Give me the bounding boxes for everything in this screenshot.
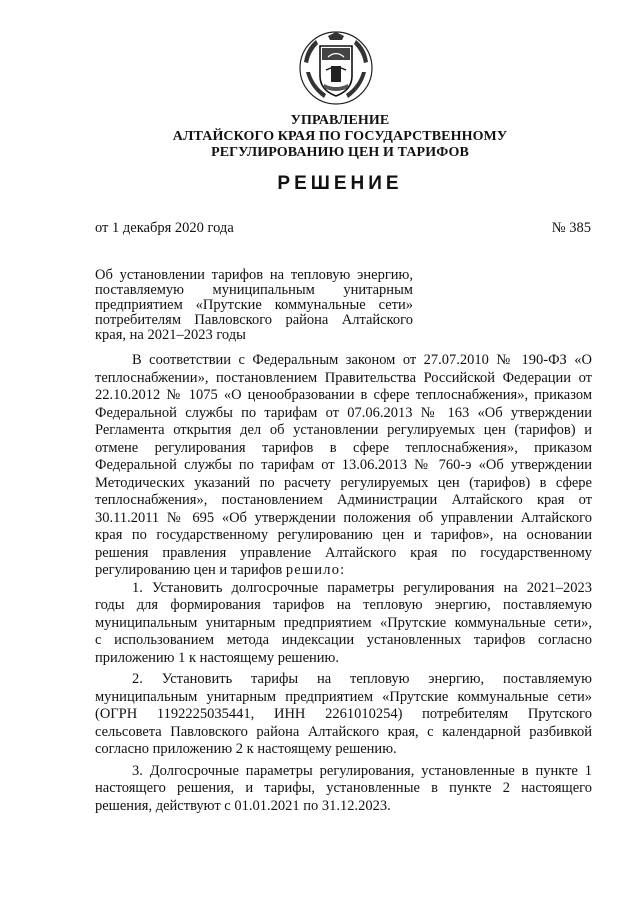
preamble-line: решения правления управление Алтайского края по государственному <box>95 544 592 561</box>
org-line-3: РЕГУЛИРОВАНИЮ ЦЕН И ТАРИФОВ <box>211 145 469 160</box>
org-line-1: УПРАВЛЕНИЕ <box>290 113 390 128</box>
item-2-line: согласно приложению 2 к настоящему решению. <box>95 741 397 757</box>
preamble-line: теплоснабжения», постановлением Администрации Алтайского края от <box>95 492 592 508</box>
decide-word: решило <box>285 562 341 578</box>
subject-block <box>95 268 413 343</box>
item-1-line: с использованием метода индексации установленных тарифов согласно <box>95 632 592 648</box>
item-1-line: муниципальным унитарным предприятием «Прутские коммунальные сети», <box>95 614 592 631</box>
preamble-line: 30.11.2011 № 695 «Об утверждении положения об управлении Алтайского <box>95 509 592 526</box>
subject-line: края, на 2021–2023 годы <box>95 327 246 343</box>
organization-name <box>60 113 620 161</box>
preamble-last-line <box>95 562 592 580</box>
item-2-line: (ОГРН 1192225035441, ИНН 2261010254) потребителям Прутского <box>95 706 592 722</box>
document-number: № 385 <box>551 220 591 236</box>
org-line-2: АЛТАЙСКОГО КРАЯ ПО ГОСУДАРСТВЕННОМУ <box>172 129 508 144</box>
item-2-line: 2. Установить тарифы на тепловую энергию, поставляемую <box>132 671 592 687</box>
document-body <box>95 352 592 815</box>
decide-suffix: : <box>340 562 345 578</box>
item-1-line: приложению 1 к настоящему решению. <box>95 649 340 666</box>
preamble-line: 22.10.2012 № 1075 «О ценообразовании в сфере теплоснабжения», приказом <box>95 387 592 403</box>
item-1-line: 1. Установить долгосрочные параметры регулирования на 2021–2023 <box>132 579 592 596</box>
preamble-line: теплоснабжении», постановлением Правительства Российской Федерации от <box>95 369 592 386</box>
document-date: от 1 декабря 2020 года <box>95 220 234 236</box>
preamble-line: Регламента открытия дел об установлении регулируемых цен (тарифов) и <box>95 422 592 438</box>
item-2-line: сельсовета Павловского района Алтайского края, с календарной разбивкой <box>95 723 592 740</box>
preamble-line: В соответствии с Федеральным законом от 27.07.2010 № 190-ФЗ «О <box>132 352 592 368</box>
preamble-line: Федеральной службы по тарифам от 13.06.2013 № 760-э «Об утверждении <box>95 457 592 473</box>
subject-line: поставляемую муниципальным унитарным <box>95 282 413 298</box>
preamble-line: края по государственному регулированию цен и тарифов», на основании <box>95 527 592 543</box>
coat-of-arms-emblem <box>298 30 374 106</box>
document-type-title: РЕШЕНИЕ <box>277 173 403 194</box>
subject-line: Об установлении тарифов на тепловую энергию, <box>95 267 413 283</box>
item-3-line: 3. Долгосрочные параметры регулирования, установленные в пункте 1 <box>132 762 592 779</box>
preamble-line: отмене регулирования тарифов в сфере теплоснабжения», приказом <box>95 439 592 456</box>
preamble-line: Методических указаний по расчету регулируемых цен (тарифов) в сфере <box>95 474 592 491</box>
item-3-line: решения, действуют с 01.01.2021 по 31.12.2023. <box>95 797 391 814</box>
item-3-line: настоящего решения, и тарифы, установленные в пункте 2 настоящего <box>95 780 592 796</box>
preamble-end: регулированию цен и тарифов <box>95 562 283 578</box>
item-1-line: годы для формирования тарифов на тепловую энергию, поставляемую <box>95 597 592 613</box>
item-2-line: муниципальным унитарным предприятием «Прутские коммунальные сети» <box>95 688 592 705</box>
preamble-line: Федеральной службы по тарифам от 07.06.2013 № 163 «Об утверждении <box>95 404 592 421</box>
subject-line: потребителям Павловского района Алтайского <box>95 312 413 328</box>
subject-line: предприятием «Прутские коммунальные сети» <box>95 297 413 313</box>
